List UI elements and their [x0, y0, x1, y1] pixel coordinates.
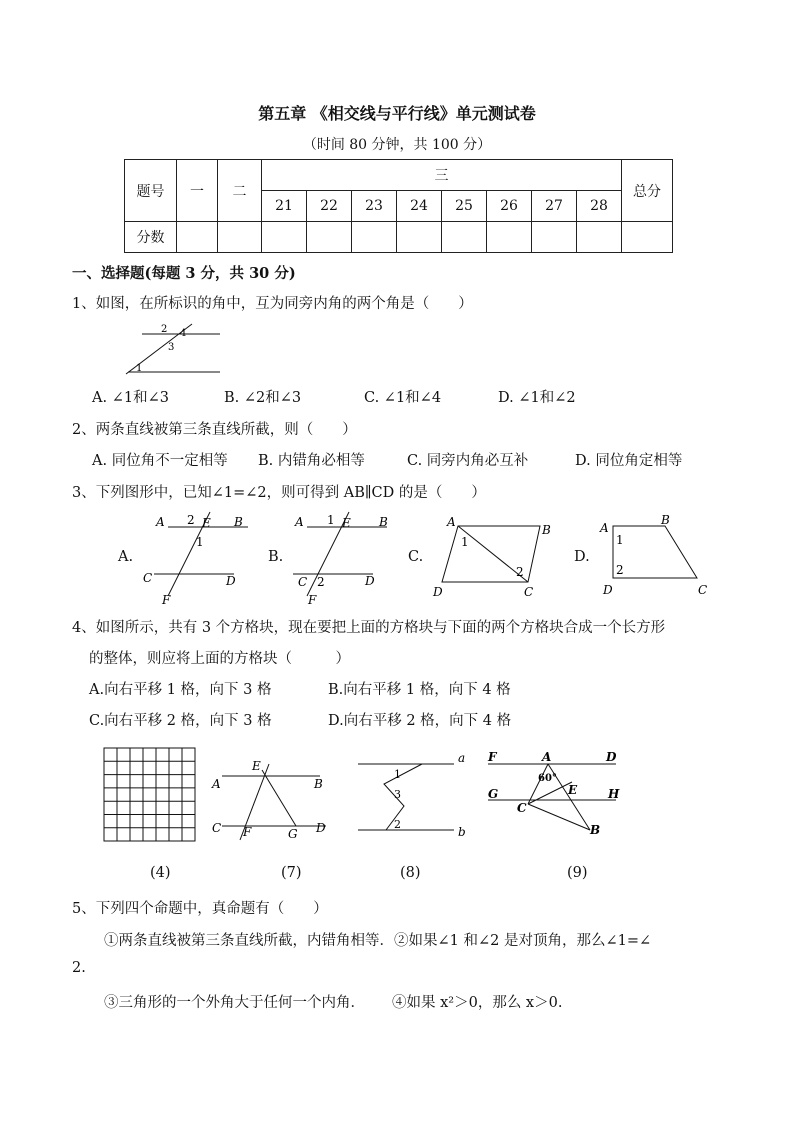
fig9-label-C: C [517, 801, 527, 815]
q3-figure-d [594, 512, 724, 598]
q2-option-b[interactable]: B. 内错角必相等 [258, 453, 365, 469]
page-title: 第五章 《相交线与平行线》单元测试卷 [258, 104, 536, 123]
q3d-label-C: C [698, 583, 708, 597]
score-header-part2: 二 [218, 160, 262, 222]
q3c-label-2: 2 [516, 565, 524, 579]
score-header-part3: 三 [262, 160, 622, 191]
q1-option-b[interactable]: B. ∠2和∠3 [224, 390, 302, 406]
score-sub-28: 28 [577, 191, 622, 222]
q3b-label-C: C [298, 575, 308, 589]
score-sub-22: 22 [307, 191, 352, 222]
score-header-question: 题号 [125, 160, 177, 222]
question-1-stem: 1、如图，在所标识的角中，互为同旁内角的两个角是（ ） [72, 296, 473, 312]
score-sub-24: 24 [397, 191, 442, 222]
q3a-label-D: D [226, 574, 236, 588]
q3c-label-B: B [542, 523, 551, 537]
q3-option-b[interactable]: B. [268, 549, 284, 565]
score-cell[interactable] [262, 222, 307, 253]
fig4-caption: (4) [150, 865, 171, 881]
q1-option-d[interactable]: D. ∠1和∠2 [498, 390, 576, 406]
q3a-label-2: 2 [187, 513, 195, 527]
section-title: 一、选择题(每题 3 分，共 30 分) [72, 265, 296, 282]
question-3-stem: 3、下列图形中，已知∠1=∠2，则可得到 AB∥CD 的是（ ） [72, 485, 486, 501]
score-cell[interactable] [442, 222, 487, 253]
question-4-stem-line2: 的整体，则应将上面的方格块（ ） [89, 651, 350, 667]
q3a-label-B: B [234, 515, 243, 529]
score-cell[interactable] [622, 222, 673, 253]
q3-option-c[interactable]: C. [408, 549, 424, 565]
q3-figure-a [140, 510, 250, 606]
fig9-label-E: E [568, 783, 578, 797]
score-cell[interactable] [487, 222, 532, 253]
q3b-label-E: E [342, 516, 351, 530]
q3a-label-A: A [156, 515, 165, 529]
fig8-label-3: 3 [394, 788, 401, 801]
q1-figure [118, 320, 228, 376]
question-4-stem-line1: 4、如图所示，共有 3 个方格块，现在要把上面的方格块与下面的两个方格块合成一个长方形 [72, 620, 666, 636]
q1-label-1: 1 [136, 363, 143, 374]
fig7-label-G: G [288, 827, 298, 841]
q3-option-a[interactable]: A. [118, 549, 134, 565]
fig4-grid [103, 747, 197, 843]
fig8-caption: (8) [400, 865, 421, 881]
q3d-label-B: B [661, 513, 670, 527]
fig9-label-A: A [542, 750, 552, 764]
fig9-label-F: F [488, 750, 497, 764]
q4-option-c[interactable]: C.向右平移 2 格，向下 3 格 [89, 713, 272, 729]
q1-label-2: 2 [161, 324, 168, 335]
score-cell[interactable] [218, 222, 262, 253]
q3b-label-1: 1 [327, 513, 335, 527]
fig9-figure [484, 748, 624, 844]
fig9-label-G: G [488, 787, 499, 801]
q3c-label-1: 1 [461, 535, 469, 549]
fig9-label-D: D [606, 750, 617, 764]
q3a-label-C: C [143, 571, 153, 585]
q1-option-c[interactable]: C. ∠1和∠4 [364, 390, 442, 406]
q3d-label-1: 1 [616, 533, 624, 547]
q3b-label-A: A [295, 515, 304, 529]
fig7-figure [208, 756, 333, 846]
q3b-label-B: B [379, 515, 388, 529]
score-sub-26: 26 [487, 191, 532, 222]
score-cell[interactable] [397, 222, 442, 253]
q3-option-d[interactable]: D. [574, 549, 590, 565]
fig7-label-C: C [212, 821, 222, 835]
q3-figure-c [428, 512, 558, 598]
q5-statement-3: ③三角形的一个外角大于任何一个内角． [104, 995, 365, 1011]
fig7-label-A: A [212, 777, 221, 791]
fig7-label-E: E [252, 759, 261, 773]
q3d-label-2: 2 [616, 563, 624, 577]
q3-figure-b [287, 510, 397, 606]
q3a-label-1: 1 [196, 535, 204, 549]
fig7-label-B: B [314, 777, 323, 791]
q4-option-d[interactable]: D.向右平移 2 格，向下 4 格 [328, 713, 512, 729]
q5-statement-line2: 2. [72, 960, 86, 976]
fig9-label-H: H [608, 787, 620, 801]
q3d-label-D: D [603, 583, 613, 597]
score-cell[interactable] [177, 222, 218, 253]
score-sub-27: 27 [532, 191, 577, 222]
score-table [124, 159, 673, 253]
fig8-label-1: 1 [394, 768, 401, 781]
q3a-label-E: E [202, 516, 211, 530]
score-cell[interactable] [307, 222, 352, 253]
score-cell[interactable] [577, 222, 622, 253]
score-sub-21: 21 [262, 191, 307, 222]
fig9-label-B: B [590, 823, 601, 837]
score-header-total: 总分 [622, 160, 673, 222]
page-subtitle: （时间 80 分钟，共 100 分） [302, 137, 492, 153]
question-2-stem: 2、两条直线被第三条直线所截，则（ ） [72, 422, 357, 438]
q2-option-c[interactable]: C. 同旁内角必互补 [407, 453, 529, 469]
q5-statement-4: ④如果 x²＞0，那么 x＞0. [392, 995, 563, 1011]
q5-statement-line1: ①两条直线被第三条直线所截，内错角相等．②如果∠1 和∠2 是对顶角，那么∠1=∠ [104, 933, 652, 949]
fig7-caption: (7) [281, 865, 302, 881]
score-cell[interactable] [532, 222, 577, 253]
score-row-label: 分数 [125, 222, 177, 253]
fig8-label-b: b [458, 825, 466, 839]
q2-option-a[interactable]: A. 同位角不一定相等 [92, 453, 228, 469]
q3c-label-D: D [433, 585, 443, 598]
q3a-label-F: F [162, 593, 171, 606]
q3b-label-2: 2 [317, 575, 325, 589]
fig9-label-60deg: 60° [538, 773, 557, 784]
q1-label-3: 3 [168, 342, 175, 353]
q3c-label-C: C [524, 585, 534, 598]
q1-option-a[interactable]: A. ∠1和∠3 [92, 390, 169, 406]
score-cell[interactable] [352, 222, 397, 253]
fig9-caption: (9) [567, 865, 588, 881]
fig8-label-2: 2 [394, 818, 401, 831]
q3c-label-A: A [447, 515, 456, 529]
score-sub-25: 25 [442, 191, 487, 222]
fig7-label-D: D [316, 821, 326, 835]
q2-option-d[interactable]: D. 同位角定相等 [575, 453, 683, 469]
score-header-part1: 一 [177, 160, 218, 222]
fig8-figure [354, 750, 478, 840]
question-5-stem: 5、下列四个命题中，真命题有（ ） [72, 901, 328, 917]
q1-label-4: 4 [180, 328, 187, 339]
q3b-label-D: D [365, 574, 375, 588]
fig8-label-a: a [458, 751, 466, 765]
q3b-label-F: F [308, 593, 317, 606]
q3d-label-A: A [600, 521, 609, 535]
score-sub-23: 23 [352, 191, 397, 222]
q4-option-b[interactable]: B.向右平移 1 格，向下 4 格 [328, 682, 511, 698]
fig7-label-F: F [243, 825, 252, 839]
q4-option-a[interactable]: A.向右平移 1 格，向下 3 格 [89, 682, 272, 698]
